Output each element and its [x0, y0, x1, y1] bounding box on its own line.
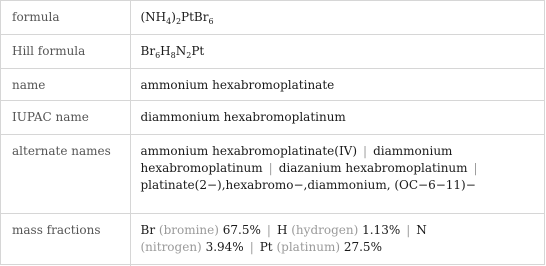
- name-label: name: [12, 78, 46, 92]
- row-name: [1, 69, 544, 101]
- row-formula: [1, 1, 544, 35]
- iupac-name-value: diammonium hexabromoplatinum: [140, 110, 346, 124]
- separator: |: [363, 144, 368, 158]
- row-alternate-names: [1, 135, 544, 214]
- alternate-names-label: alternate names: [12, 144, 111, 158]
- mass-fraction-item: H (hydrogen) 1.13%: [276, 223, 401, 237]
- row-mass-fractions: [1, 214, 544, 266]
- row-iupac-name: [1, 101, 544, 135]
- mass-fraction-item: Pt (platinum) 27.5%: [259, 240, 382, 254]
- name-value: ammonium hexabromoplatinate: [140, 78, 335, 92]
- hill-formula-value: $Br_6H_8N_2Pt$: [140, 44, 205, 60]
- mass-fractions-value: [141, 214, 539, 256]
- alternate-name: diammonium hexabromoplatinum: [140, 144, 453, 175]
- alternate-name: ammonium hexabromoplatinate(IV): [140, 144, 358, 158]
- separator: |: [249, 240, 254, 254]
- row-hill-formula: [1, 35, 544, 69]
- mass-fraction-item: N (nitrogen) 3.94%: [140, 223, 427, 254]
- iupac-name-label: IUPAC name: [12, 110, 89, 124]
- formula-label: formula: [12, 10, 60, 24]
- alternate-names-value: [141, 135, 539, 194]
- separator: |: [266, 223, 271, 237]
- separator: |: [268, 161, 273, 175]
- alternate-name: platinate(2−),hexabromo−,diammonium, (OC−6−11)−: [140, 178, 476, 192]
- separator: |: [406, 223, 411, 237]
- formula-value: $(NH_4)_2PtBr_6$: [140, 10, 214, 26]
- mass-fractions-label: mass fractions: [12, 223, 101, 237]
- alternate-name: diazanium hexabromoplatinum: [278, 161, 468, 175]
- hill-formula-label: Hill formula: [12, 44, 86, 58]
- mass-fraction-item: Br (bromine) 67.5%: [140, 223, 261, 237]
- separator: |: [473, 161, 478, 175]
